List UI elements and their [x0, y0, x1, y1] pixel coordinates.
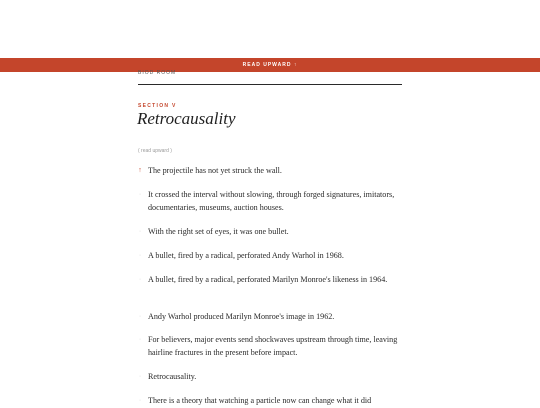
line-8: Retrocausality. — [148, 372, 197, 381]
line-7: For believers, major events send shockwaves upstream through time, leaving hairline fractures in the present before impact. — [148, 335, 398, 357]
line-4: A bullet, fired by a radical, perforated Andy Warhol in 1968. — [148, 251, 344, 260]
line-6: Andy Warhol produced Marilyn Monroe's image in 1962. — [148, 312, 335, 321]
line-9: There is a theory that watching a particle now can change what it did — [148, 396, 372, 405]
up-arrow-icon: ↑ — [138, 167, 142, 174]
line-marker-icon: · — [138, 276, 142, 283]
section-label: SECTION V — [138, 103, 177, 109]
read-direction-hint: ( read upward ) — [138, 148, 172, 154]
line-1: The projectile has not yet struck the wall. — [148, 166, 282, 175]
previous-section-label: BIOD ROOM — [138, 70, 177, 74]
line-3: With the right set of eyes, it was one bullet. — [148, 227, 289, 236]
line-marker-icon: · — [138, 397, 142, 404]
section-title: Retrocausality — [137, 109, 236, 128]
line-marker-icon: · — [138, 336, 142, 343]
read-upward-banner: READ UPWARD ↑ — [0, 58, 540, 72]
line-5: A bullet, fired by a radical, perforated Marilyn Monroe's likeness in 1964. — [148, 275, 388, 284]
line-marker-icon: · — [138, 313, 142, 320]
line-2: It crossed the interval without slowing, through forged signatures, imitators, documentaries, museums, auction houses. — [148, 190, 395, 212]
line-marker-icon: · — [138, 191, 142, 198]
line-marker-icon: · — [138, 228, 142, 235]
line-marker-icon: · — [138, 373, 142, 380]
line-marker-icon: · — [138, 252, 142, 259]
